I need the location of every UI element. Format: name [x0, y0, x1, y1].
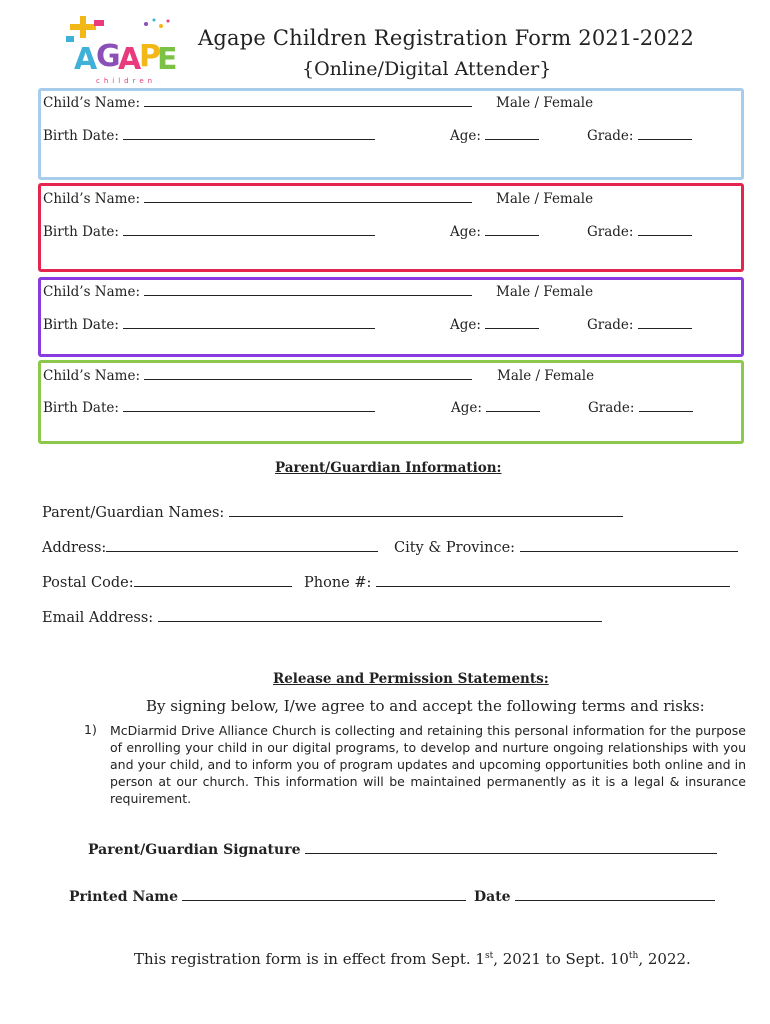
date-field[interactable] [515, 889, 715, 901]
svg-text:G: G [96, 39, 121, 74]
child-name-field-1[interactable] [144, 95, 472, 107]
child-name-field-3[interactable] [144, 284, 472, 296]
birth-date-field-2[interactable] [123, 224, 375, 236]
child-name-field-4[interactable] [144, 368, 472, 380]
email-row: Email Address: [42, 610, 602, 626]
age-row-1: Age: [450, 128, 539, 144]
svg-text:A: A [118, 42, 142, 77]
phone-row: Phone #: [304, 575, 730, 591]
grade-field-2[interactable] [638, 224, 692, 236]
release-intro: By signing below, I/we agree to and accept the following terms and risks: [146, 697, 705, 715]
city-row: City & Province: [394, 540, 738, 556]
form-title: Agape Children Registration Form 2021-2022 [198, 26, 695, 50]
sex-option-4[interactable]: Male / Female [497, 368, 595, 384]
age-field-4[interactable] [486, 400, 540, 412]
form-subtitle: {Online/Digital Attender} [302, 58, 552, 80]
release-item-number: 1) [84, 722, 97, 737]
postal-code-field[interactable] [134, 575, 292, 587]
printed-name-row: Printed Name [69, 889, 466, 905]
birth-date-field-4[interactable] [123, 400, 375, 412]
footer-note: This registration form is in effect from Sept. 1st, 2021 to Sept. 10th, 2022. [134, 950, 691, 968]
birth-date-field-3[interactable] [123, 317, 375, 329]
parent-names-field[interactable] [229, 505, 623, 517]
svg-text:children: children [96, 77, 157, 85]
birth-row-4: Birth Date: [43, 400, 375, 416]
signature-row: Parent/Guardian Signature [88, 842, 717, 858]
phone-field[interactable] [376, 575, 730, 587]
parent-names-row: Parent/Guardian Names: [42, 505, 623, 521]
svg-text:P: P [139, 39, 161, 74]
sex-option-2[interactable]: Male / Female [496, 191, 594, 207]
grade-field-4[interactable] [639, 400, 693, 412]
child-name-row-3: Child’s Name: [43, 284, 472, 300]
grade-row-2: Grade: [587, 224, 692, 240]
age-row-3: Age: [450, 317, 539, 333]
sex-option-3[interactable]: Male / Female [496, 284, 594, 300]
email-field[interactable] [158, 610, 602, 622]
birth-date-field-1[interactable] [123, 128, 375, 140]
postal-row: Postal Code: [42, 575, 292, 591]
child-name-field-2[interactable] [144, 191, 472, 203]
birth-row-1: Birth Date: [43, 128, 375, 144]
signature-field[interactable] [305, 842, 717, 854]
parent-info-heading: Parent/Guardian Information: [275, 460, 502, 476]
printed-name-field[interactable] [182, 889, 466, 901]
address-field[interactable] [106, 540, 378, 552]
release-heading: Release and Permission Statements: [273, 671, 549, 687]
grade-row-3: Grade: [587, 317, 692, 333]
city-province-field[interactable] [520, 540, 738, 552]
age-field-2[interactable] [485, 224, 539, 236]
child-name-row-4: Child’s Name: [43, 368, 472, 384]
grade-row-4: Grade: [588, 400, 693, 416]
date-row: Date [474, 889, 715, 905]
grade-field-3[interactable] [638, 317, 692, 329]
svg-text:A: A [74, 42, 98, 77]
birth-row-3: Birth Date: [43, 317, 375, 333]
sex-option-1[interactable]: Male / Female [496, 95, 594, 111]
child-name-row-2: Child’s Name: [43, 191, 472, 207]
svg-text:E: E [157, 42, 178, 77]
age-row-2: Age: [450, 224, 539, 240]
grade-field-1[interactable] [638, 128, 692, 140]
age-field-1[interactable] [485, 128, 539, 140]
grade-row-1: Grade: [587, 128, 692, 144]
birth-row-2: Birth Date: [43, 224, 375, 240]
age-row-4: Age: [451, 400, 540, 416]
age-field-3[interactable] [485, 317, 539, 329]
child-name-row-1: Child’s Name: [43, 95, 472, 111]
release-item-text: McDiarmid Drive Alliance Church is collecting and retaining this personal information for the purpose of enrolling your child in our digital programs, to develop and nurture ongoing relationships with you and your child, and to inform you of program updates and upcoming opportunities both online and in person at our church. This information will be maintained permanently as it is a legal & insurance requirement. [110, 723, 746, 806]
agape-logo [66, 14, 178, 86]
address-row: Address: [42, 540, 378, 556]
